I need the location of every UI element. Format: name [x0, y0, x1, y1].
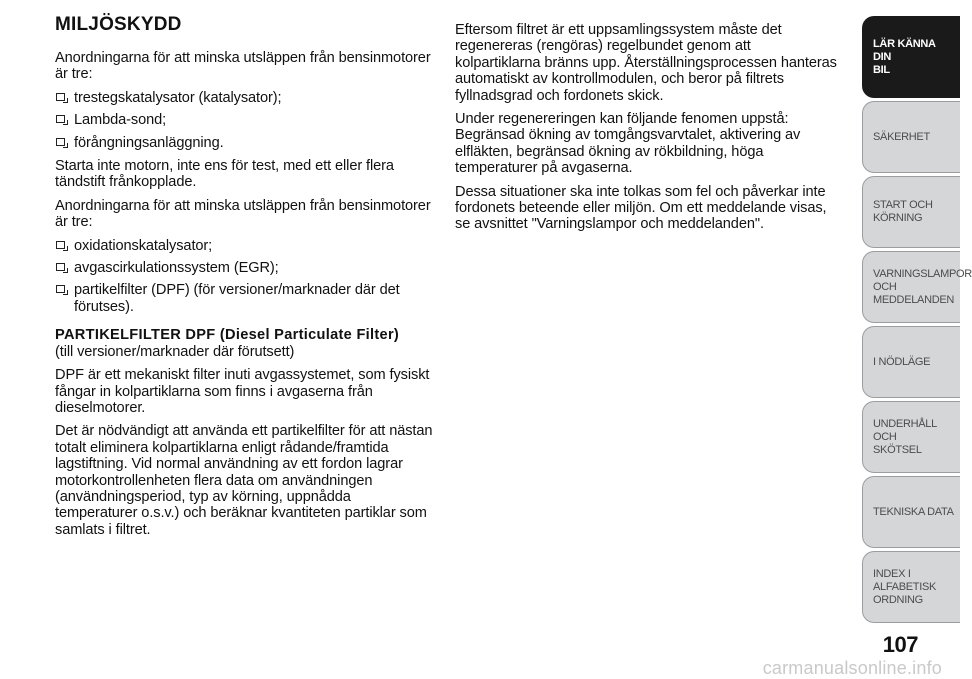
list-item: avgascirkulationssystem (EGR); [55, 260, 437, 276]
tab-varningslampor[interactable]: VARNINGSLAMPOR OCH MEDDELANDEN [862, 251, 960, 323]
section-title: MILJÖSKYDD [55, 14, 182, 35]
chapter-tabs [857, 0, 972, 678]
list-item: förångningsanläggning. [55, 135, 437, 151]
list-item: Lambda-sond; [55, 112, 437, 128]
regeneration-paragraph: Eftersom filtret är ett uppsamlingssystem måste det regenereras (rengöras) regelbundet genom att kolpartiklarna bränns upp. Återställningsprocessen hanteras automatiskt av kontrollmodulen, och beror på filtrets fyllnadsgrad och fordonets skick. [455, 22, 837, 104]
checkbox-bullet-icon [56, 115, 65, 123]
phenomena-paragraph: Under regenereringen kan följande fenomen uppstå: Begränsad ökning av tomgångsvarvtalet, aktivering av elfläkten, begränsad ökning av rökbildning, höga temperaturer på avgaserna. [455, 111, 801, 177]
list-item: oxidationskatalysator; [55, 238, 437, 254]
checkbox-bullet-icon [56, 93, 65, 101]
tab-i-nodlage[interactable]: I NÖDLÄGE [862, 326, 960, 398]
tab-underhall-och-skotsel[interactable]: UNDERHÅLL OCH SKÖTSEL [862, 401, 960, 473]
tab-index[interactable]: INDEX I ALFABETISK ORDNING [862, 551, 960, 623]
checkbox-bullet-icon [56, 241, 65, 249]
list-item: trestegskatalysator (katalysator); [55, 90, 437, 106]
watermark: carmanualsonline.info [762, 658, 942, 678]
list-item: partikelfilter (DPF) (för versioner/marknader där det förutses). [55, 282, 437, 315]
note-paragraph: Dessa situationer ska inte tolkas som fel och påverkar inte fordonets beteende eller miljön. Om ett meddelande visas, se avsnittet "Varningslampor och meddelanden". [455, 183, 827, 233]
checkbox-bullet-icon [56, 138, 65, 146]
dpf-subtitle-note: (till versioner/marknader där förutsett) [55, 343, 295, 360]
warning-paragraph: Starta inte motorn, inte ens för test, med ett eller flera tändstift frånkopplade. [55, 158, 394, 191]
tab-sakerhet[interactable]: SÄKERHET [862, 101, 960, 173]
dpf-subtitle: PARTIKELFILTER DPF (Diesel Particulate Filter) [55, 327, 400, 344]
tab-lar-kanna-din-bil[interactable]: LÄR KÄNNA DIN BIL [862, 16, 960, 98]
dpf-paragraph-1: DPF är ett mekaniskt filter inuti avgassystemet, som fysiskt fångar in kolpartiklarna som finns i avgaserna från dieselmotorer. [55, 367, 430, 416]
tab-start-och-korning[interactable]: START OCH KÖRNING [862, 176, 960, 248]
bullet-list-1 [55, 90, 437, 151]
bullet-list-2 [55, 238, 437, 316]
page-number: 107 [882, 632, 918, 657]
intro-paragraph-2: Anordningarna för att minska utsläppen från bensinmotorer är tre: [55, 197, 431, 231]
checkbox-bullet-icon [56, 263, 65, 271]
tab-tekniska-data[interactable]: TEKNISKA DATA [862, 476, 960, 548]
right-column [455, 22, 840, 240]
checkbox-bullet-icon [56, 285, 65, 293]
left-column [55, 14, 437, 545]
dpf-paragraph-2: Det är nödvändigt att använda ett partikelfilter för att nästan totalt eliminera kolpartiklarna enligt rådande/framtida lagstiftning. Vid normal användning av ett fordon lagrar motorkontrollenheten flera data om användningen (användningsperiod, typ av körning, uppnådda temperaturer o.s.v.) och beräknar kvantiteten partiklar som samlats i filtret. [55, 423, 433, 538]
intro-paragraph-1: Anordningarna för att minska utsläppen från bensinmotorer är tre: [55, 50, 431, 83]
